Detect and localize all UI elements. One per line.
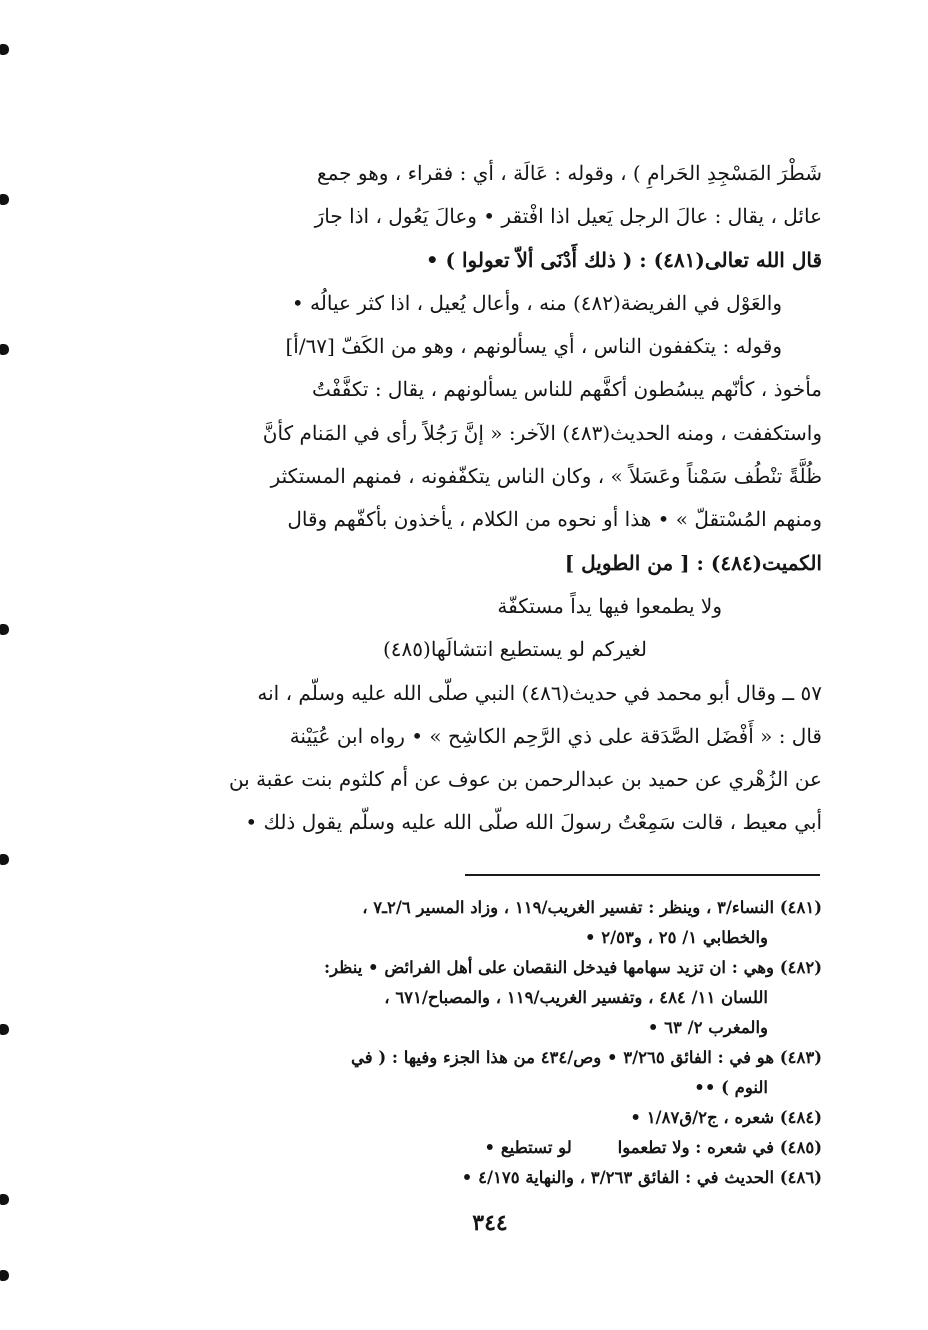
text-line: والعَوْل في الفريضة(٤٨٢) منه ، وأعال يُعيل ، اذا كثر عيالُه • xyxy=(291,290,782,315)
margin-mark xyxy=(0,1270,9,1281)
footnote-continuation: والمغرب ٢/ ٦٣ • xyxy=(647,1018,768,1037)
margin-mark xyxy=(0,344,9,355)
margin-mark xyxy=(0,194,9,205)
footnote-number: (٤٨٤) xyxy=(779,1108,822,1127)
text-line: الكميت(٤٨٤) : [ من الطويل ] xyxy=(564,550,822,575)
footnote-number: (٤٨٦) xyxy=(779,1168,822,1187)
main-text xyxy=(168,152,822,845)
footnote-divider xyxy=(465,874,820,876)
footnote-text: في شعره : ولا تطعموا لو تستطيع • xyxy=(484,1138,775,1157)
footnote-number: (٤٨٣) xyxy=(779,1048,822,1067)
footnote xyxy=(168,1103,822,1133)
footnote-text: النساء/٣ ، وينظر : تفسير الغريب/١١٩ ، وزاد المسير ٢/٦ـ٧ ، xyxy=(362,898,775,917)
footnote xyxy=(168,893,822,923)
text-line: ٥٧ ــ وقال أبو محمد في حديث(٤٨٦) النبي صلّى الله عليه وسلّم ، انه xyxy=(257,680,822,705)
text-line: وقوله : يتكففون الناس ، أي يسألونهم ، وهو من الكَفّ [٦٧/أ] xyxy=(285,334,782,359)
footnote-number: (٤٨٥) xyxy=(779,1138,822,1157)
footnote xyxy=(168,1133,822,1163)
margin-mark xyxy=(0,1024,9,1035)
footnote-continuation: اللسان ١١/ ٤٨٤ ، وتفسير الغريب/١١٩ ، والمصباح/٦٧١ ، xyxy=(384,988,768,1007)
footnote xyxy=(168,953,822,983)
footnote-text: الحديث في : الفائق ٣/٢٦٣ ، والنهاية ٤/١٧٥ • xyxy=(461,1168,775,1187)
footnote xyxy=(168,1163,822,1193)
page-number: ٣٤٤ xyxy=(472,1210,508,1236)
text-line: شَطْرَ المَسْجِدِ الحَرامِ ) ، وقوله : عَالَة ، أي : فقراء ، وهو جمع xyxy=(316,161,822,185)
text-line: عن الزُهْري عن حميد بن عبدالرحمن بن عوف عن أم كلثوم بنت عقبة بن xyxy=(228,767,822,792)
margin-mark xyxy=(0,854,9,865)
text-line: قال : « أَفْضَل الصَّدَقة على ذي الرَّحِم الكاشِح » • رواه ابن عُيَيْنة xyxy=(289,723,822,748)
text-line: واستكففت ، ومنه الحديث(٤٨٣) الآخر: « إنَّ رَجُلاً رأى في المَنام كأنَّ xyxy=(262,420,822,445)
margin-mark xyxy=(0,44,9,55)
footnote-continuation: والخطابي ١/ ٢٥ ، و٢/٥٣ • xyxy=(585,928,768,947)
text-line: ظُلَّةً تنْطُف سَمْناً وعَسَلاً » ، وكان الناس يتكفّفونه ، فمنهم المستكثر xyxy=(270,464,822,489)
footnote-continuation: النوم ) •• xyxy=(694,1078,768,1097)
text-line: أبي معيط ، قالت سَمِعْتُ رسولَ الله صلّى الله عليه وسلّم يقول ذلك • xyxy=(245,810,822,835)
verse-line: ولا يطمعوا فيها يداً مستكفّة xyxy=(497,593,722,618)
margin-mark xyxy=(0,1194,9,1205)
text-line: مأخوذ ، كأنّهم يبسُطون أكفَّهم للناس يسألونهم ، يقال : تكفَّفْتُ xyxy=(311,377,822,402)
footnote-text: شعره ، ج٢/ق١/٨٧ • xyxy=(630,1108,775,1127)
footnote-number: (٤٨٢) xyxy=(779,958,822,977)
margin-mark xyxy=(0,624,9,635)
text-line: قال الله تعالى(٤٨١) : ( ذلك أَدْنَى ألاّ تعولوا ) • xyxy=(425,247,822,272)
text-line: ومنهم المُسْتقلّ » • هذا أو نحوه من الكلام ، يأخذون بأكفّهم وقال xyxy=(287,507,822,532)
footnote-text: وهي : ان تزيد سهامها فيدخل النقصان على أهل الفرائض • ينظر: xyxy=(323,958,775,977)
text-line: عائل ، يقال : عالَ الرجل يَعيل اذا افْتقر • وعالَ يَعُول ، اذا جارَ xyxy=(314,204,822,229)
verse-line: لغيركم لو يستطيع انتشالَها(٤٨٥) xyxy=(382,637,647,662)
footnotes xyxy=(168,893,822,1193)
footnote-number: (٤٨١) xyxy=(779,898,822,917)
footnote xyxy=(168,1043,822,1073)
footnote-text: هو في : الفائق ٣/٢٦٥ • وص/٤٣٤ من هذا الجزء وفيها : ( في xyxy=(351,1048,775,1067)
